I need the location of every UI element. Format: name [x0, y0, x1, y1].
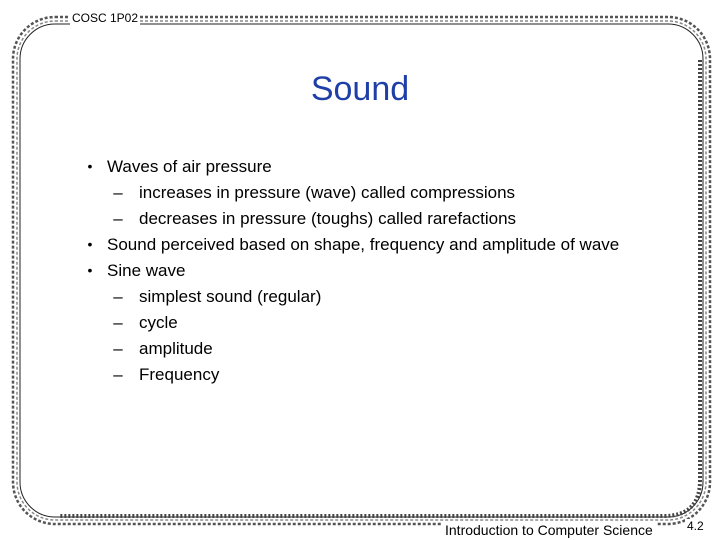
sub-bullet-item	[84, 209, 644, 228]
bullet-text: Waves of air pressure	[107, 157, 272, 176]
bullet-item	[84, 235, 644, 254]
dash-icon: –	[113, 183, 123, 202]
sub-bullet-text: decreases in pressure (toughs) called rarefactions	[139, 209, 517, 228]
sub-bullet-text: Frequency	[139, 365, 220, 384]
bullet-item	[84, 157, 644, 176]
bullet-text: Sine wave	[107, 261, 186, 280]
sub-bullet-text: cycle	[139, 313, 178, 332]
slide-title: Sound	[310, 70, 410, 108]
dash-icon: –	[113, 339, 123, 358]
dash-icon: –	[113, 365, 123, 384]
slide-body	[84, 157, 644, 391]
bullet-dot-icon: •	[87, 158, 93, 174]
bullet-item	[84, 261, 644, 280]
bullet-dot-icon: •	[87, 262, 93, 278]
sub-bullet-item	[84, 365, 644, 384]
sub-bullet-item	[84, 287, 644, 306]
dash-icon: –	[113, 209, 123, 228]
sub-bullet-text: increases in pressure (wave) called compressions	[139, 183, 516, 202]
page-number: 4.2	[687, 519, 704, 533]
bullet-dot-icon: •	[87, 236, 93, 252]
sub-bullet-item	[84, 339, 644, 358]
dash-icon: –	[113, 287, 123, 306]
sub-bullet-text: simplest sound (regular)	[139, 287, 322, 306]
sub-bullet-item	[84, 313, 644, 332]
sub-bullet-text: amplitude	[139, 339, 213, 358]
bullet-text: Sound perceived based on shape, frequency and amplitude of wave	[107, 235, 620, 254]
sub-bullet-item	[84, 183, 644, 202]
dash-icon: –	[113, 313, 123, 332]
course-code: COSC 1P02	[72, 11, 139, 25]
footer-text: Introduction to Computer Science	[442, 522, 656, 538]
